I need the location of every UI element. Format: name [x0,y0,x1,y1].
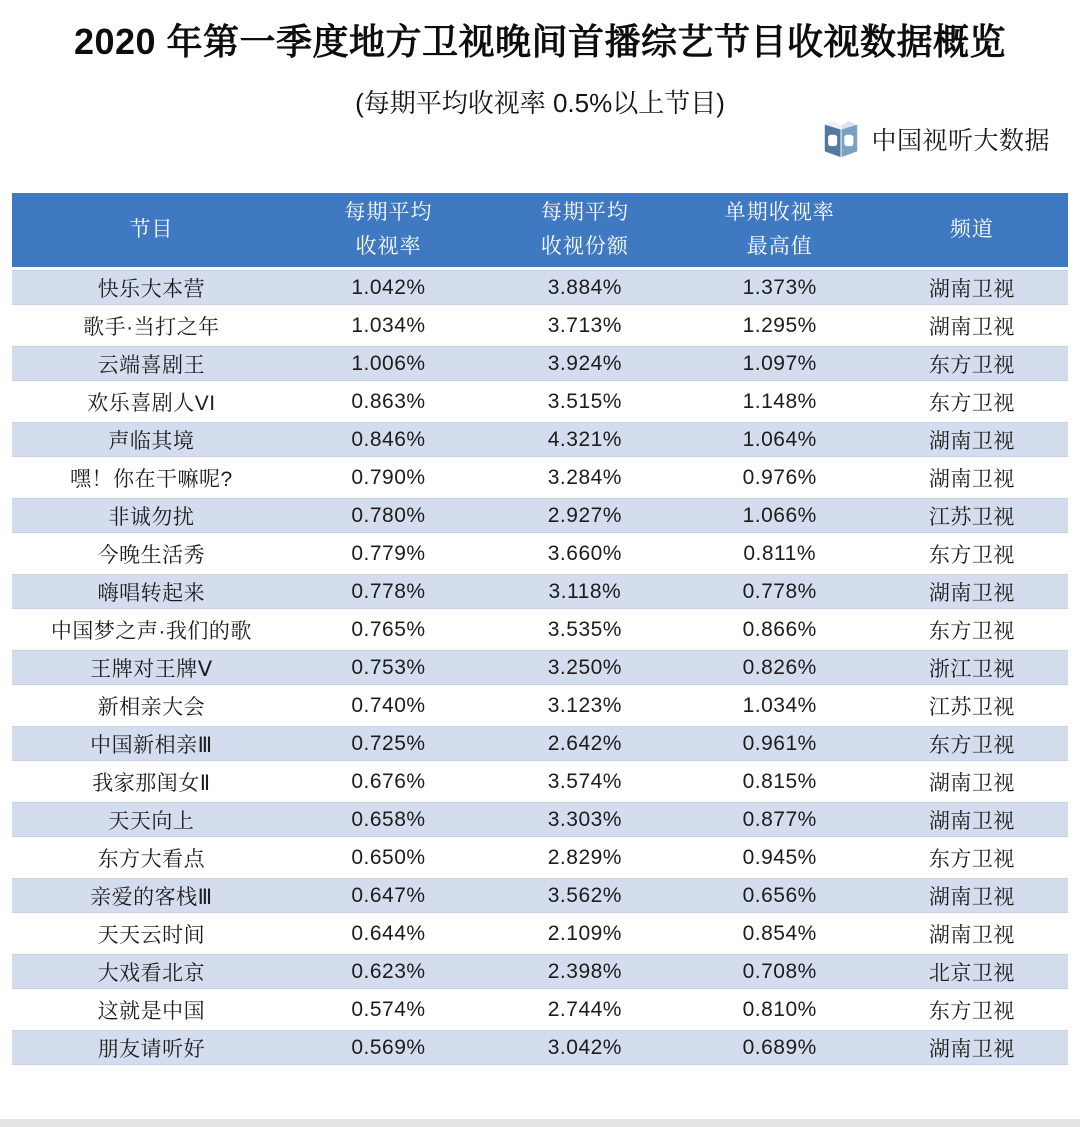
cell-avg-share: 2.109% [486,916,683,951]
table-row [12,650,1068,685]
cell-avg-share: 2.829% [486,840,683,875]
cell-channel: 东方卫视 [876,346,1068,381]
cell-program: 亲爱的客栈Ⅲ [12,878,291,913]
col-header-avg-share: 每期平均 收视份额 [486,193,683,267]
cell-avg-share: 3.303% [486,802,683,837]
cell-program: 天天云时间 [12,916,291,951]
cell-avg-rating: 0.574% [291,992,486,1027]
cell-avg-rating: 0.779% [291,536,486,571]
cell-avg-rating: 0.676% [291,764,486,799]
table-row [12,498,1068,533]
cell-avg-share: 2.642% [486,726,683,761]
cell-avg-rating: 0.863% [291,384,486,419]
cell-channel: 北京卫视 [876,954,1068,989]
cell-avg-rating: 0.765% [291,612,486,647]
brand [820,118,1050,160]
table-row [12,764,1068,799]
cell-program: 嗨唱转起来 [12,574,291,609]
cell-avg-rating: 0.647% [291,878,486,913]
cell-avg-rating: 0.753% [291,650,486,685]
cell-channel: 东方卫视 [876,536,1068,571]
col-header-avg-rating: 每期平均 收视率 [291,193,486,267]
cell-program: 新相亲大会 [12,688,291,723]
cell-program: 声临其境 [12,422,291,457]
cell-channel: 湖南卫视 [876,802,1068,837]
cell-max-rating: 0.708% [684,954,876,989]
table-row [12,574,1068,609]
cell-channel: 湖南卫视 [876,878,1068,913]
cell-channel: 湖南卫视 [876,460,1068,495]
cell-avg-rating: 0.725% [291,726,486,761]
cell-avg-rating: 0.740% [291,688,486,723]
cell-max-rating: 1.373% [684,270,876,305]
table-row [12,346,1068,381]
cell-program: 朋友请听好 [12,1030,291,1065]
cell-channel: 浙江卫视 [876,650,1068,685]
cell-avg-rating: 1.006% [291,346,486,381]
cell-max-rating: 0.961% [684,726,876,761]
brand-name: 中国视听大数据 [871,127,1050,155]
cell-max-rating: 1.097% [684,346,876,381]
cell-program: 中国新相亲Ⅲ [12,726,291,761]
cell-program: 云端喜剧王 [12,346,291,381]
cell-program: 欢乐喜剧人VI [12,384,291,419]
cell-max-rating: 0.811% [684,536,876,571]
col-header-program: 节目 [12,193,291,267]
cell-avg-share: 2.927% [486,498,683,533]
cell-max-rating: 0.877% [684,802,876,837]
cell-avg-share: 3.574% [486,764,683,799]
table-row [12,726,1068,761]
cell-avg-share: 3.562% [486,878,683,913]
table-body [12,270,1068,1065]
cell-max-rating: 0.826% [684,650,876,685]
table-row [12,802,1068,837]
cell-channel: 东方卫视 [876,992,1068,1027]
cell-program: 天天向上 [12,802,291,837]
cell-channel: 湖南卫视 [876,916,1068,951]
table-row [12,878,1068,913]
cell-program: 我家那闺女Ⅱ [12,764,291,799]
col-header-max-rating: 单期收视率 最高值 [684,193,876,267]
cell-max-rating: 1.034% [684,688,876,723]
cell-max-rating: 0.810% [684,992,876,1027]
cell-program: 快乐大本营 [12,270,291,305]
cell-avg-share: 2.744% [486,992,683,1027]
cell-program: 王牌对王牌Ⅴ [12,650,291,685]
cell-channel: 湖南卫视 [876,574,1068,609]
table-row [12,954,1068,989]
cell-channel: 湖南卫视 [876,270,1068,305]
cell-avg-share: 3.713% [486,308,683,343]
cell-avg-share: 3.042% [486,1030,683,1065]
cell-avg-rating: 0.780% [291,498,486,533]
cell-program: 这就是中国 [12,992,291,1027]
cell-max-rating: 0.854% [684,916,876,951]
cell-max-rating: 0.976% [684,460,876,495]
cell-program: 嘿！你在干嘛呢? [12,460,291,495]
cell-avg-share: 4.321% [486,422,683,457]
table-row [12,840,1068,875]
table-row [12,460,1068,495]
table-header-row [12,193,1068,267]
cell-avg-share: 3.515% [486,384,683,419]
cell-max-rating: 0.866% [684,612,876,647]
cell-program: 东方大看点 [12,840,291,875]
cell-avg-share: 3.884% [486,270,683,305]
table-row [12,916,1068,951]
cell-avg-rating: 0.846% [291,422,486,457]
cell-program: 歌手·当打之年 [12,308,291,343]
cell-avg-share: 3.250% [486,650,683,685]
cell-avg-share: 3.118% [486,574,683,609]
cell-channel: 东方卫视 [876,384,1068,419]
cell-max-rating: 0.689% [684,1030,876,1065]
cell-max-rating: 1.066% [684,498,876,533]
table-row [12,1030,1068,1065]
cell-channel: 东方卫视 [876,612,1068,647]
table-row [12,688,1068,723]
cell-channel: 湖南卫视 [876,1030,1068,1065]
cell-max-rating: 0.778% [684,574,876,609]
bottom-edge-bar [0,1119,1080,1127]
open-book-logo-icon [820,118,862,160]
cell-channel: 东方卫视 [876,840,1068,875]
cell-max-rating: 0.945% [684,840,876,875]
cell-program: 中国梦之声·我们的歌 [12,612,291,647]
cell-channel: 湖南卫视 [876,308,1068,343]
cell-program: 大戏看北京 [12,954,291,989]
cell-avg-share: 3.123% [486,688,683,723]
table-row [12,384,1068,419]
cell-avg-rating: 1.042% [291,270,486,305]
cell-max-rating: 1.064% [684,422,876,457]
cell-avg-share: 3.660% [486,536,683,571]
page-subtitle: (每期平均收视率 0.5%以上节目) [355,88,725,119]
table-row [12,270,1068,305]
cell-avg-share: 3.284% [486,460,683,495]
cell-channel: 湖南卫视 [876,764,1068,799]
cell-channel: 江苏卫视 [876,498,1068,533]
cell-avg-rating: 0.650% [291,840,486,875]
cell-avg-rating: 0.790% [291,460,486,495]
cell-channel: 江苏卫视 [876,688,1068,723]
cell-avg-share: 2.398% [486,954,683,989]
table-row [12,992,1068,1027]
cell-avg-share: 3.535% [486,612,683,647]
cell-avg-share: 3.924% [486,346,683,381]
cell-program: 非诚勿扰 [12,498,291,533]
page-title: 2020 年第一季度地方卫视晚间首播综艺节目收视数据概览 [73,21,1007,62]
cell-channel: 湖南卫视 [876,422,1068,457]
cell-program: 今晚生活秀 [12,536,291,571]
table-row [12,422,1068,457]
cell-avg-rating: 0.778% [291,574,486,609]
cell-max-rating: 0.815% [684,764,876,799]
ratings-table [12,190,1068,1068]
cell-avg-rating: 1.034% [291,308,486,343]
cell-channel: 东方卫视 [876,726,1068,761]
cell-avg-rating: 0.644% [291,916,486,951]
cell-max-rating: 1.148% [684,384,876,419]
cell-max-rating: 1.295% [684,308,876,343]
col-header-channel: 频道 [876,193,1068,267]
table-row [12,536,1068,571]
table-row [12,612,1068,647]
table-row [12,308,1068,343]
cell-avg-rating: 0.569% [291,1030,486,1065]
cell-avg-rating: 0.623% [291,954,486,989]
cell-avg-rating: 0.658% [291,802,486,837]
cell-max-rating: 0.656% [684,878,876,913]
